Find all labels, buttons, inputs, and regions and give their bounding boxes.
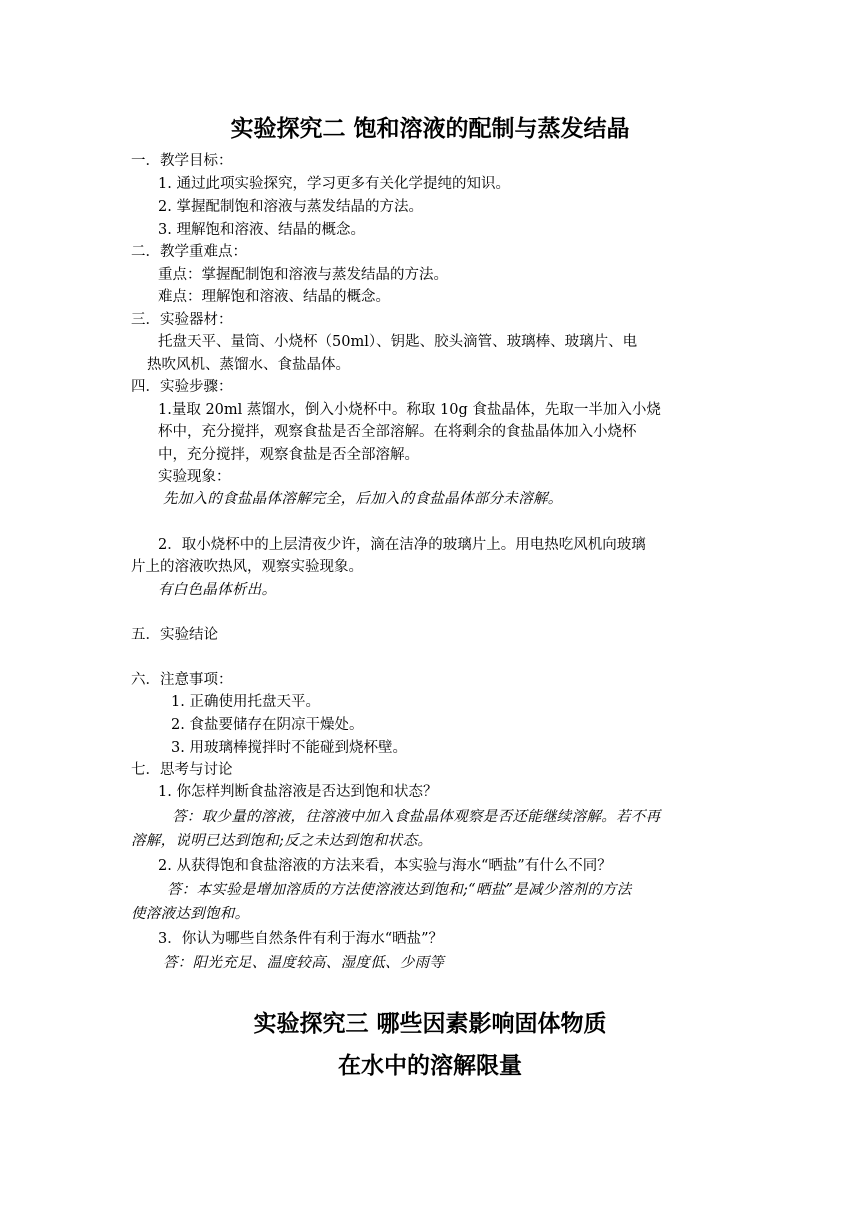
equipment-line: 热吹风机、蒸馏水、食盐晶体。 — [147, 357, 350, 373]
section-heading-key-points: 二．教学重难点： — [131, 244, 247, 260]
objective-item: 2. 掌握配制饱和溶液与蒸发结晶的方法。 — [158, 199, 423, 215]
section-heading-notes: 六．注意事项： — [131, 672, 233, 688]
key-point: 重点：掌握配制饱和溶液与蒸发结晶的方法。 — [158, 267, 448, 283]
question-one: 1. 你怎样判断食盐溶液是否达到饱和状态？ — [158, 784, 438, 800]
step-one-line: 1.量取 20ml 蒸馏水，倒入小烧杯中。称取 10g 食盐晶体，先取一半加入小烧 — [158, 402, 661, 418]
title-experiment-two: 实验探究二 饱和溶液的配制与蒸发结晶 — [230, 116, 630, 142]
answer-two-line: 使溶液达到饱和。 — [131, 906, 250, 922]
step-two-line: 片上的溶液吹热风，观察实验现象。 — [131, 559, 363, 575]
objective-item: 1. 通过此项实验探究，学习更多有关化学提纯的知识。 — [158, 176, 510, 192]
note-item: 2. 食盐要储存在阴凉干燥处。 — [171, 717, 364, 733]
phenomenon-text: 先加入的食盐晶体溶解完全，后加入的食盐晶体部分未溶解。 — [163, 491, 563, 507]
equipment-line: 托盘天平、量筒、小烧杯（50ml）、钥匙、胶头滴管、玻璃棒、玻璃片、电 — [158, 334, 638, 350]
section-heading-objectives: 一．教学目标： — [131, 153, 233, 169]
section-heading-discussion: 七．思考与讨论 — [131, 762, 233, 778]
section-heading-conclusion: 五．实验结论 — [131, 627, 218, 643]
answer-three: 答：阳光充足、温度较高、湿度低、少雨等 — [163, 955, 445, 971]
title-experiment-three-line1: 实验探究三 哪些因素影响固体物质 — [253, 1011, 607, 1037]
step-one-line: 杯中，充分搅拌，观察食盐是否全部溶解。在将剩余的食盐晶体加入小烧杯 — [158, 424, 637, 440]
step-two-line: 2．取小烧杯中的上层清夜少许，滴在洁净的玻璃片上。用电热吃风机向玻璃 — [158, 537, 646, 553]
answer-two-line: 答：本实验是增加溶质的方法使溶液达到饱和;“晒盐”是减少溶剂的方法 — [167, 882, 632, 898]
step-one-line: 中，充分搅拌，观察食盐是否全部溶解。 — [158, 447, 419, 463]
question-three: 3．你认为哪些自然条件有利于海水“晒盐”？ — [158, 931, 444, 947]
answer-one-line: 溶解，说明已达到饱和;反之未达到饱和状态。 — [131, 833, 433, 849]
section-heading-steps: 四．实验步骤： — [131, 379, 233, 395]
note-item: 1. 正确使用托盘天平。 — [171, 694, 320, 710]
phenomenon-label: 实验现象： — [158, 469, 231, 485]
step-two-result: 有白色晶体析出。 — [158, 582, 277, 598]
section-heading-equipment: 三．实验器材： — [131, 312, 233, 328]
difficult-point: 难点：理解饱和溶液、结晶的概念。 — [158, 289, 390, 305]
answer-one-line: 答：取少量的溶液，往溶液中加入食盐晶体观察是否还能继续溶解。若不再 — [172, 809, 661, 825]
question-two: 2. 从获得饱和食盐溶液的方法来看，本实验与海水“晒盐”有什么不同？ — [158, 858, 612, 874]
title-experiment-three-line2: 在水中的溶解限量 — [338, 1053, 522, 1079]
note-item: 3. 用玻璃棒搅拌时不能碰到烧杯壁。 — [171, 740, 407, 756]
objective-item: 3. 理解饱和溶液、结晶的概念。 — [158, 222, 365, 238]
